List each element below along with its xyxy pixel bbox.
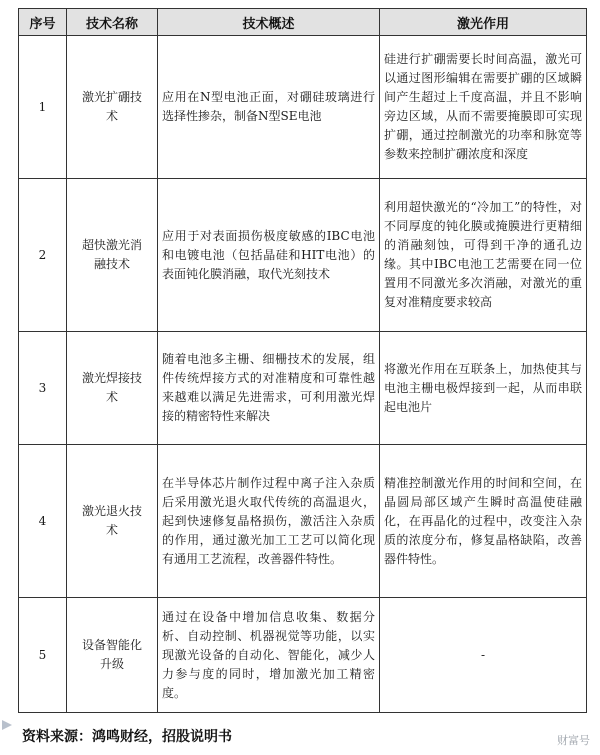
row-name: 激光焊接技术 <box>67 332 158 445</box>
table-header-row <box>19 9 587 36</box>
row-no: 3 <box>19 332 67 445</box>
row-no: 1 <box>19 36 67 179</box>
table-row <box>19 36 587 179</box>
row-effect: 精准控制激光作用的时间和空间，在晶圆局部区域产生瞬时高温使硅融化，在再晶化的过程中，改变注入杂质的浓度分布，修复晶格缺陷，改善器件特性。 <box>380 445 587 598</box>
source-caption: 资料来源：鸿鸣财经，招股说明书 <box>22 729 232 745</box>
row-effect: 硅进行扩硼需要长时间高温，激光可以通过图形编辑在需要扩硼的区域瞬间产生超过上千度高温，并且不影响旁边区域，从而不需要掩膜即可实现扩硼，通过控制激光的功率和脉宽等参数来控制扩硼浓度和深度 <box>380 36 587 179</box>
table-row <box>19 445 587 598</box>
header-name: 技术名称 <box>67 9 158 36</box>
table-row <box>19 332 587 445</box>
row-desc: 应用在N型电池正面，对硼硅玻璃进行选择性掺杂，制备N型SE电池 <box>158 36 380 179</box>
header-desc: 技术概述 <box>158 9 380 36</box>
row-no: 4 <box>19 445 67 598</box>
row-desc: 通过在设备中增加信息收集、数据分析、自动控制、机器视觉等功能，以实现激光设备的自动化、智能化，减少人力参与度的同时，增加激光加工精密度。 <box>158 598 380 713</box>
watermark-text: 财富号 <box>557 734 590 747</box>
document-page <box>18 8 586 713</box>
row-no: 5 <box>19 598 67 713</box>
row-effect: 利用超快激光的“冷加工”的特性，对不同厚度的钝化膜或掩膜进行更精细的消融刻蚀，可得到干净的通孔边缘。其中IBC电池工艺需要在同一位置用不同激光多次消融，对激光的重复对准精度要求较高 <box>380 179 587 332</box>
header-no: 序号 <box>19 9 67 36</box>
row-no: 2 <box>19 179 67 332</box>
row-effect: 将激光作用在互联条上，加热使其与电池主栅电极焊接到一起，从而串联起电池片 <box>380 332 587 445</box>
header-effect: 激光作用 <box>380 9 587 36</box>
row-effect: - <box>380 598 587 713</box>
row-name: 超快激光消融技术 <box>67 179 158 332</box>
row-name: 设备智能化升级 <box>67 598 158 713</box>
row-name: 激光退火技术 <box>67 445 158 598</box>
row-name: 激光扩硼技术 <box>67 36 158 179</box>
table-row <box>19 179 587 332</box>
watermark-corner-icon <box>0 718 14 732</box>
laser-technology-table <box>18 8 587 713</box>
row-desc: 应用于对表面损伤极度敏感的IBC电池和电镀电池（包括晶硅和HIT电池）的表面钝化膜消融，取代光刻技术 <box>158 179 380 332</box>
table-row <box>19 598 587 713</box>
row-desc: 在半导体芯片制作过程中离子注入杂质后采用激光退火取代传统的高温退火，起到快速修复晶格损伤，激活注入杂质的作用，通过激光加工工艺可以简化现有通用工艺流程，改善器件特性。 <box>158 445 380 598</box>
row-desc: 随着电池多主栅、细栅技术的发展，组件传统焊接方式的对准精度和可靠性越来越难以满足先进需求，可利用激光焊接的精密特性来解决 <box>158 332 380 445</box>
